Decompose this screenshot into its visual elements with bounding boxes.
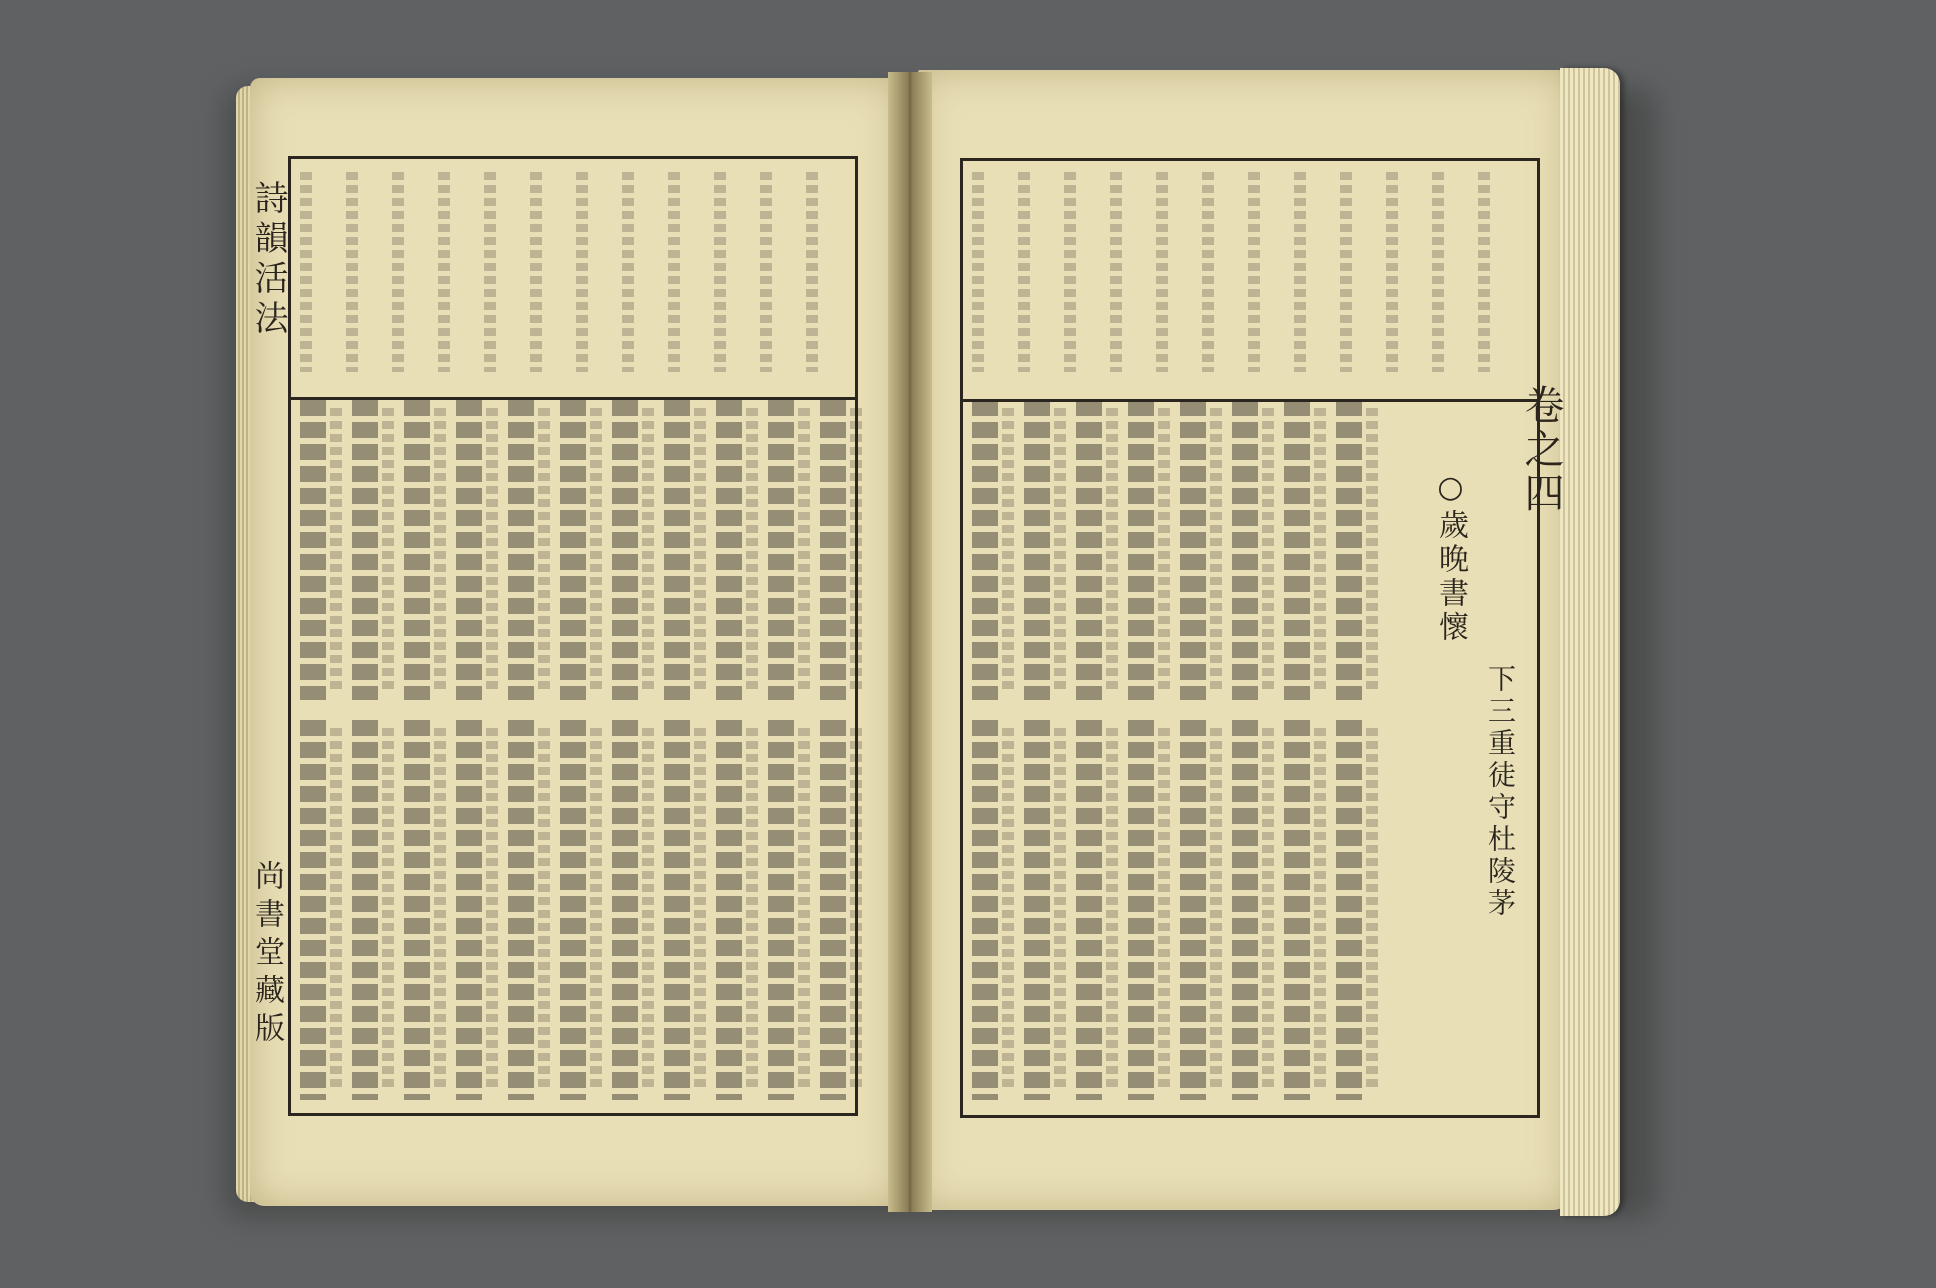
reading-gloss-column bbox=[642, 408, 654, 692]
left-margin-title: 詩韻活法 bbox=[248, 180, 288, 340]
reading-gloss-column bbox=[798, 408, 810, 692]
reading-gloss-column bbox=[746, 408, 758, 692]
verse-column bbox=[716, 720, 742, 1100]
verse-column bbox=[1284, 400, 1310, 700]
upper-note-column bbox=[530, 172, 542, 372]
reading-gloss-column bbox=[1314, 728, 1326, 1092]
upper-note-column bbox=[484, 172, 496, 372]
reading-gloss-column bbox=[590, 728, 602, 1092]
reading-gloss-column bbox=[1262, 728, 1274, 1092]
verse-column bbox=[404, 400, 430, 700]
reading-gloss-column bbox=[486, 408, 498, 692]
verse-column bbox=[404, 720, 430, 1100]
verse-column bbox=[560, 720, 586, 1100]
verse-column bbox=[560, 400, 586, 700]
reading-gloss-column bbox=[330, 728, 342, 1092]
upper-note-column bbox=[1294, 172, 1306, 372]
section-heading: ○歲晚書懷 bbox=[1433, 470, 1468, 645]
reading-gloss-column bbox=[538, 408, 550, 692]
verse-column bbox=[456, 400, 482, 700]
verse-column bbox=[1232, 400, 1258, 700]
verse-column bbox=[768, 400, 794, 700]
verse-column bbox=[820, 720, 846, 1100]
upper-note-column bbox=[1018, 172, 1030, 372]
reading-gloss-column bbox=[850, 408, 862, 692]
publisher-mark: 尚書堂藏版 bbox=[249, 860, 284, 1050]
upper-note-column bbox=[1248, 172, 1260, 372]
upper-note-column bbox=[1432, 172, 1444, 372]
upper-note-column bbox=[346, 172, 358, 372]
verse-column bbox=[1180, 720, 1206, 1100]
upper-note-column bbox=[576, 172, 588, 372]
verse-column bbox=[508, 720, 534, 1100]
upper-note-column bbox=[1064, 172, 1076, 372]
verse-column bbox=[664, 720, 690, 1100]
reading-gloss-column bbox=[1314, 408, 1326, 692]
upper-note-column bbox=[806, 172, 818, 372]
verse-column bbox=[1336, 400, 1362, 700]
verse-column bbox=[664, 400, 690, 700]
verse-column bbox=[300, 400, 326, 700]
reading-gloss-column bbox=[1054, 728, 1066, 1092]
upper-note-column bbox=[438, 172, 450, 372]
verse-column bbox=[352, 720, 378, 1100]
verse-column bbox=[820, 400, 846, 700]
reading-gloss-column bbox=[1366, 408, 1378, 692]
upper-note-column bbox=[760, 172, 772, 372]
reading-gloss-column bbox=[434, 728, 446, 1092]
upper-note-column bbox=[1340, 172, 1352, 372]
upper-note-column bbox=[972, 172, 984, 372]
verse-column bbox=[972, 720, 998, 1100]
verse-column bbox=[1336, 720, 1362, 1100]
upper-note-column bbox=[668, 172, 680, 372]
reading-gloss-column bbox=[642, 728, 654, 1092]
reading-gloss-column bbox=[694, 408, 706, 692]
upper-note-column bbox=[300, 172, 312, 372]
verse-column bbox=[456, 720, 482, 1100]
reading-gloss-column bbox=[382, 728, 394, 1092]
book-gutter bbox=[888, 72, 932, 1212]
verse-column bbox=[300, 720, 326, 1100]
reading-gloss-column bbox=[746, 728, 758, 1092]
verse-column bbox=[972, 400, 998, 700]
verse-column bbox=[1180, 400, 1206, 700]
reading-gloss-column bbox=[1262, 408, 1274, 692]
verse-column bbox=[1232, 720, 1258, 1100]
reading-gloss-column bbox=[1054, 408, 1066, 692]
reading-gloss-column bbox=[1210, 728, 1222, 1092]
verse-column bbox=[768, 720, 794, 1100]
upper-note-column bbox=[622, 172, 634, 372]
upper-note-column bbox=[1202, 172, 1214, 372]
reading-gloss-column bbox=[590, 408, 602, 692]
reading-gloss-column bbox=[1106, 408, 1118, 692]
reading-gloss-column bbox=[798, 728, 810, 1092]
reading-gloss-column bbox=[1210, 408, 1222, 692]
reading-gloss-column bbox=[850, 728, 862, 1092]
reading-gloss-column bbox=[1158, 728, 1170, 1092]
upper-note-column bbox=[1156, 172, 1168, 372]
upper-note-column bbox=[1386, 172, 1398, 372]
verse-column bbox=[612, 400, 638, 700]
verse-column bbox=[1128, 720, 1154, 1100]
reading-gloss-column bbox=[382, 408, 394, 692]
verse-column bbox=[1284, 720, 1310, 1100]
volume-marker: 卷之四 bbox=[1518, 384, 1564, 516]
verse-column bbox=[612, 720, 638, 1100]
right-page-edge-stack bbox=[1560, 68, 1620, 1216]
verse-column bbox=[716, 400, 742, 700]
reading-gloss-column bbox=[1366, 728, 1378, 1092]
reading-gloss-column bbox=[538, 728, 550, 1092]
upper-note-column bbox=[392, 172, 404, 372]
reading-gloss-column bbox=[1002, 728, 1014, 1092]
poem-attribution: 下三重徒守杜陵茅 bbox=[1484, 664, 1517, 920]
reading-gloss-column bbox=[486, 728, 498, 1092]
verse-column bbox=[1076, 400, 1102, 700]
upper-note-column bbox=[714, 172, 726, 372]
verse-column bbox=[508, 400, 534, 700]
verse-column bbox=[1024, 400, 1050, 700]
verse-column bbox=[1076, 720, 1102, 1100]
reading-gloss-column bbox=[1002, 408, 1014, 692]
verse-column bbox=[1024, 720, 1050, 1100]
upper-note-column bbox=[1110, 172, 1122, 372]
reading-gloss-column bbox=[1106, 728, 1118, 1092]
verse-column bbox=[1128, 400, 1154, 700]
upper-note-column bbox=[1478, 172, 1490, 372]
verse-column bbox=[352, 400, 378, 700]
reading-gloss-column bbox=[1158, 408, 1170, 692]
reading-gloss-column bbox=[694, 728, 706, 1092]
reading-gloss-column bbox=[330, 408, 342, 692]
reading-gloss-column bbox=[434, 408, 446, 692]
